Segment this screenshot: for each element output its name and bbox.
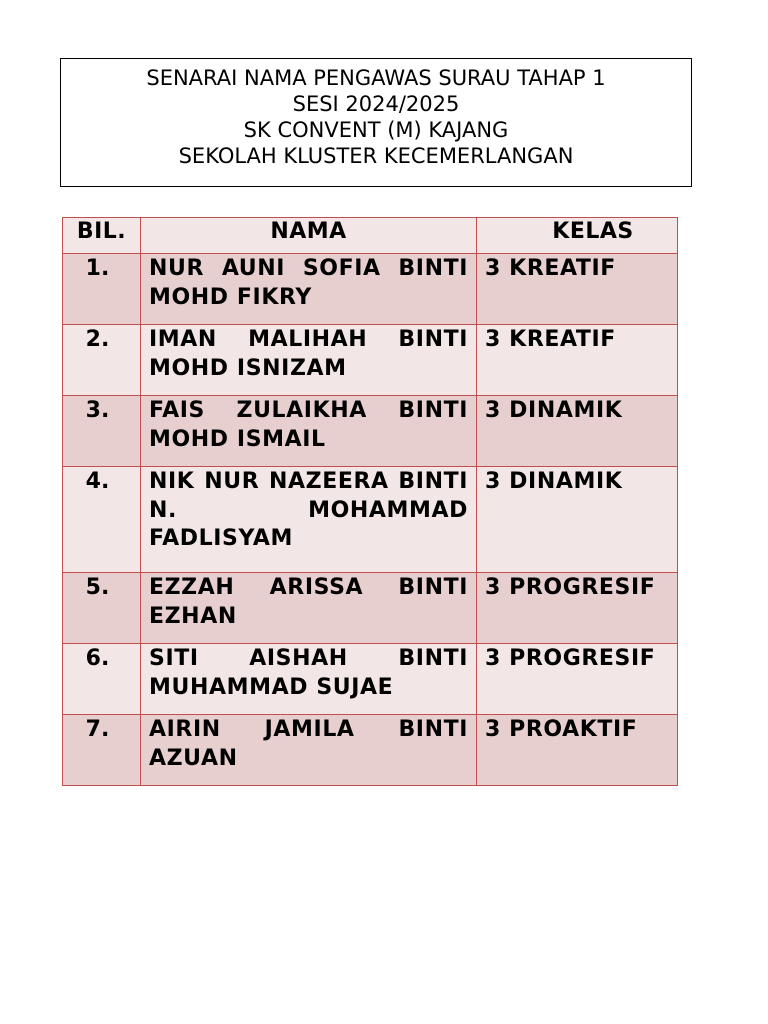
column-header-kelas: KELAS xyxy=(477,218,678,254)
student-name: FAIS ZULAIKHA BINTI MOHD ISMAIL xyxy=(141,396,477,467)
table-row xyxy=(63,325,678,396)
student-name: NUR AUNI SOFIA BINTI MOHD FIKRY xyxy=(141,254,477,325)
title-line-school: SK CONVENT (M) KAJANG xyxy=(243,118,509,142)
student-class: 3 DINAMIK xyxy=(477,396,678,467)
title-line-session: SESI 2024/2025 xyxy=(292,92,460,116)
student-class: 3 KREATIF xyxy=(477,325,678,396)
student-name: EZZAH ARISSA BINTI EZHAN xyxy=(141,573,477,644)
row-number: 2. xyxy=(63,325,141,396)
prefect-roster-table xyxy=(62,217,678,786)
table-row xyxy=(63,644,678,715)
table-row xyxy=(63,467,678,573)
column-header-bil: BIL. xyxy=(63,218,141,254)
table-row xyxy=(63,573,678,644)
column-header-nama: NAMA xyxy=(141,218,477,254)
row-number: 1. xyxy=(63,254,141,325)
title-line-cluster: SEKOLAH KLUSTER KECEMERLANGAN xyxy=(178,144,574,168)
table-row xyxy=(63,254,678,325)
student-name: IMAN MALIHAH BINTI MOHD ISNIZAM xyxy=(141,325,477,396)
student-name: AIRIN JAMILA BINTI AZUAN xyxy=(141,715,477,786)
title-line-list-name: SENARAI NAMA PENGAWAS SURAU TAHAP 1 xyxy=(146,66,606,90)
table-row xyxy=(63,396,678,467)
row-number: 6. xyxy=(63,644,141,715)
table-row xyxy=(63,715,678,786)
student-class: 3 PROGRESIF xyxy=(477,644,678,715)
student-class: 3 PROGRESIF xyxy=(477,573,678,644)
student-class: 3 KREATIF xyxy=(477,254,678,325)
student-class: 3 PROAKTIF xyxy=(477,715,678,786)
student-name: SITI AISHAH BINTI MUHAMMAD SUJAE xyxy=(141,644,477,715)
student-name: NIK NUR NAZEERA BINTI N. MOHAMMAD FADLISYAM xyxy=(141,467,477,573)
document-title-box xyxy=(60,58,692,187)
table-header-row xyxy=(63,218,678,254)
row-number: 3. xyxy=(63,396,141,467)
row-number: 7. xyxy=(63,715,141,786)
student-class: 3 DINAMIK xyxy=(477,467,678,573)
row-number: 4. xyxy=(63,467,141,573)
row-number: 5. xyxy=(63,573,141,644)
